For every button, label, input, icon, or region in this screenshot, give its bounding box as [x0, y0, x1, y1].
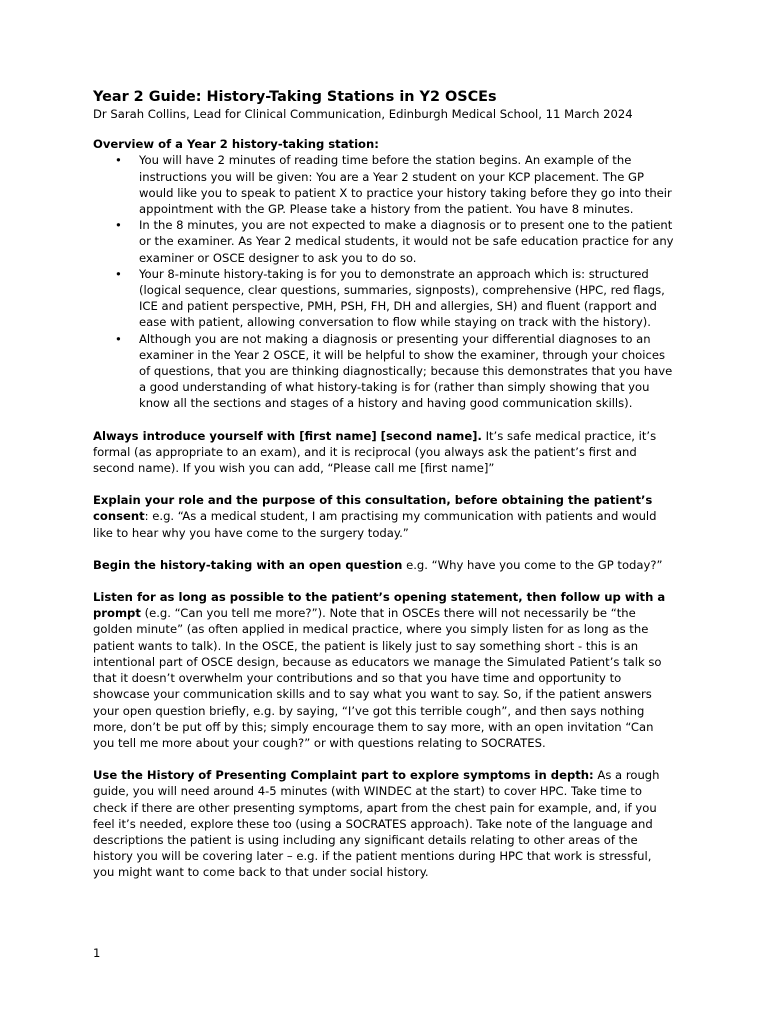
paragraph-listen: [93, 589, 675, 751]
list-item: [93, 217, 675, 266]
bullet-text: Although you are not making a diagnosis or presenting your differential diagnoses to an examiner in the Year 2 OSCE, it will be helpful to show the examiner, through your choices of questions, that you are thinking diagnostically; because this demonstrates that you have a good understanding of what history-taking is for (rather than simply showing that you know all the sections and stages of a history and having good communication skills).: [139, 331, 673, 411]
bullet-text: You will have 2 minutes of reading time before the station begins. An example of the instructions you will be given: You are a Year 2 student on your KCP placement. The GP would like you to speak to patient X to practice your history taking before they go into their appointment with the GP. Please take a history from the patient. You have 8 minutes.: [139, 153, 672, 217]
paragraph-lead: Use the History of Presenting Complaint part to explore symptoms in depth:: [93, 768, 594, 783]
paragraph-lead: Listen for as long as possible to the patient’s opening statement, then follow up with a prompt: [93, 590, 666, 621]
bullet-icon: •: [115, 218, 122, 233]
overview-bullet-list: [93, 152, 675, 411]
overview-heading: Overview of a Year 2 history-taking station:: [93, 137, 379, 152]
bullet-text: In the 8 minutes, you are not expected to make a diagnosis or to present one to the patient or the examiner. As Year 2 medical students, it would not be safe education practice for any examiner or OSCE designer to ask you to do so.: [139, 218, 674, 265]
paragraph-body: : e.g. “As a medical student, I am practising my communication with patients and would like to hear why you have come to the surgery today.”: [93, 509, 657, 540]
paragraph-hpc: [93, 767, 675, 880]
paragraph-body: e.g. “Why have you come to the GP today?”: [402, 557, 663, 572]
document-title: Year 2 Guide: History-Taking Stations in Y2 OSCEs: [93, 89, 497, 105]
paragraph-introduce: [93, 428, 675, 477]
paragraph-explain-role: [93, 492, 675, 541]
list-item: [93, 266, 675, 331]
bullet-text: Your 8-minute history-taking is for you to demonstrate an approach which is: structured (logical sequence, clear questions, summaries, signposts), comprehensive (HPC, red flags, ICE and patient perspective, PMH, PSH, FH, DH and allergies, SH) and fluent (rapport and ease with patient, allowing conversation to flow while staying on track with the history).: [139, 266, 665, 330]
bullet-icon: •: [115, 153, 122, 168]
paragraph-lead: Begin the history-taking with an open question: [93, 557, 403, 572]
list-item: [93, 331, 675, 412]
bullet-icon: •: [115, 331, 122, 346]
paragraph-body: It’s safe medical practice, it’s formal (as appropriate to an exam), and it is reciprocal (you always ask the patient’s first and second name). If you wish you can add, “Please call me [first name]”: [93, 428, 657, 476]
paragraph-open-question: [93, 557, 675, 573]
document-subtitle: Dr Sarah Collins, Lead for Clinical Communication, Edinburgh Medical School, 11 March 2024: [93, 107, 633, 121]
paragraph-lead: Always introduce yourself with [first name] [second name].: [93, 428, 482, 443]
paragraph-body: (e.g. “Can you tell me more?”). Note that in OSCEs there will not necessarily be “the golden minute” (as often applied in medical practice, where you simply listen for as long as the patient wants to talk). In the OSCE, the patient is likely just to say something short - this is an intentional part of OSCE design, because as educators we manage the Simulated Patient’s talk so that it doesn’t overwhelm your contributions and so that you have time and opportunity to showcase your communication skills and to say what you want to say. So, if the patient answers your open question briefly, e.g. by saying, “I’ve got this terrible cough”, and then says nothing more, don’t be put off by this; simply encourage them to say more, with an open invitation “Can you tell me more about your cough?” or with questions relating to SOCRATES.: [93, 606, 662, 750]
bullet-icon: •: [115, 266, 122, 281]
list-item: [93, 152, 675, 217]
paragraph-body: As a rough guide, you will need around 4-5 minutes (with WINDEC at the start) to cover HPC. Take time to check if there are other presenting symptoms, apart from the chest pain for example, and, if you feel it’s needed, explore these too (using a SOCRATES approach). Take note of the language and descriptions the patient is using including any significant details relating to other areas of the history you will be covering later – e.g. if the patient mentions during HPC that work is stressful, you might want to come back to that under social history.: [93, 768, 660, 880]
page-number: 1: [93, 946, 101, 960]
document-page: [93, 88, 675, 897]
paragraph-lead: Explain your role and the purpose of this consultation, before obtaining the patient’s consent: [93, 493, 653, 524]
